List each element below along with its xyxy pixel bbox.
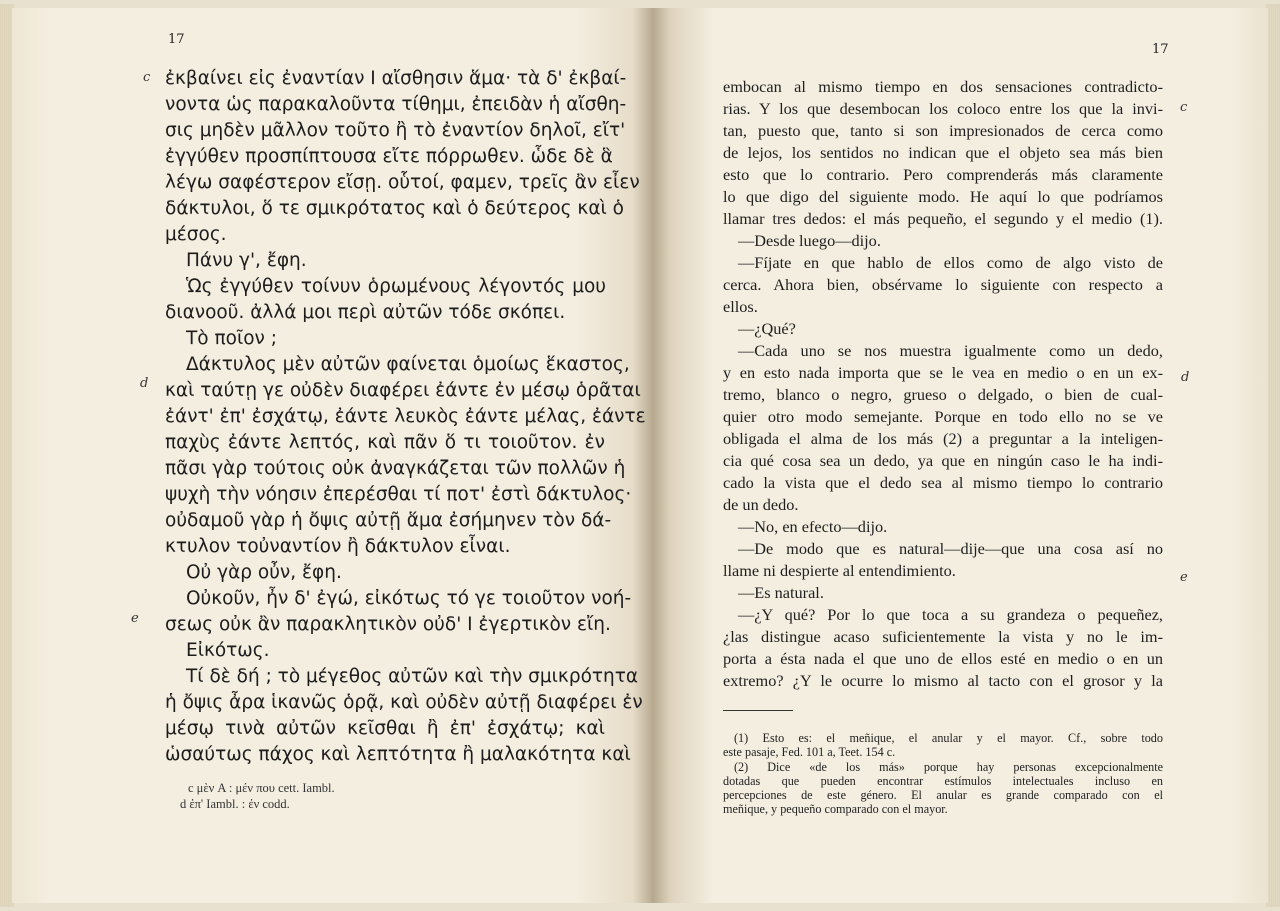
footnote-line: (2) Dice «de los más» porque hay personas excepcionalmente <box>734 760 1163 774</box>
greek-line: δάκτυλοι, ὅ τε σμικρότατος καὶ ὁ δεύτερος καὶ ὁ <box>165 198 624 219</box>
spanish-line: cerca. Ahora bien, obsérvame lo siguiente con respecto a <box>723 275 1163 294</box>
spanish-line: —Es natural. <box>738 583 824 602</box>
spanish-line: cia qué cosa sea un dedo, ya que en ningún caso le ha indi- <box>723 451 1163 470</box>
margin-letter-e-left: e <box>131 611 139 626</box>
footnote-line: (1) Esto es: el meñique, el anular y el mayor. Cf., sobre todo <box>734 731 1163 745</box>
greek-line: μέσῳ τινὰ αὐτῶν κεῖσθαι ἢ ἐπ' ἐσχάτῳ; καὶ <box>165 718 605 739</box>
footnote-line: dotadas que pueden encontrar estímulos intelectuales incluso en <box>723 774 1163 788</box>
left-page-number: 17 <box>168 32 185 47</box>
critical-apparatus-line: d ἐπ' Iambl. : ἐν codd. <box>180 797 290 811</box>
greek-line: σεως οὐκ ἂν παρακλητικὸν οὐδ' Ι ἐγερτικὸν εἴη. <box>165 614 611 635</box>
greek-line: ψυχὴ τὴν νόησιν ἐπερέσθαι τί ποτ' ἐστὶ δάκτυλος· <box>165 484 632 505</box>
greek-line: Οὐκοῦν, ἦν δ' ἐγώ, εἰκότως τό γε τοιοῦτον νοή- <box>186 588 632 609</box>
spanish-line: llame ni despierte al entendimiento. <box>723 561 956 580</box>
spanish-line: de lejos, los sentidos no indican que el objeto sea más bien <box>723 143 1163 162</box>
greek-line: ἐκβαίνει εἰς ἐναντίαν Ι αἴσθησιν ἅμα· τὰ δ' ἐκβαί- <box>165 68 627 89</box>
spanish-line: tan, puesto que, tanto si son impresionados de cerca como <box>723 121 1163 140</box>
spanish-line: quier otro modo semejante. Porque en todo ello no se ve <box>723 407 1163 426</box>
margin-letter-d-left: d <box>140 376 149 391</box>
spanish-line: de un dedo. <box>723 495 799 514</box>
greek-line: ἡ ὄψις ἆρα ἱκανῶς ὁρᾷ, καὶ οὐδὲν αὐτῇ διαφέρει ἐν <box>165 692 643 713</box>
margin-letter-c-left: c <box>143 70 151 85</box>
greek-line: νοντα ὡς παρακαλοῦντα τίθημι, ἐπειδὰν ἡ αἴσθη- <box>165 94 627 115</box>
greek-line: οὐδαμοῦ γὰρ ἡ ὄψις αὐτῇ ἅμα ἐσήμηνεν τὸν δά- <box>165 510 612 531</box>
spanish-line: —¿Qué? <box>738 319 796 338</box>
spanish-line: lo que digo del siguiente modo. He aquí lo que podríamos <box>723 187 1163 206</box>
margin-letter-d-right: d <box>1181 370 1190 385</box>
greek-line: καὶ ταύτῃ γε οὐδὲν διαφέρει ἐάντε ἐν μέσῳ ὁρᾶται <box>165 380 641 401</box>
spanish-line: obligada el alma de los más (2) a preguntar a la inteligen- <box>723 429 1163 448</box>
greek-line: διανοοῦ. ἀλλά μοι περὶ αὐτῶν τόδε σκόπει. <box>165 302 566 323</box>
greek-line: πᾶσι γὰρ τούτοις οὐκ ἀναγκάζεται τῶν πολλῶν ἡ <box>165 458 626 479</box>
spanish-line: tremo, blanco o negro, grueso o delgado, o bien de cual- <box>723 385 1163 404</box>
spanish-line: —Desde luego—dijo. <box>738 231 881 250</box>
spanish-line: porta a ésta nada el que uno de ellos esté en medio o en un <box>723 649 1163 668</box>
margin-letter-e-right: e <box>1180 570 1188 585</box>
spanish-line: —De modo que es natural—dije—que una cosa así no <box>738 539 1163 558</box>
spanish-line: extremo? ¿Y le ocurre lo mismo al tacto con el grosor y la <box>723 671 1163 690</box>
greek-line: Δάκτυλος μὲν αὐτῶν φαίνεται ὁμοίως ἕκαστος, <box>186 354 630 375</box>
greek-line: λέγω σαφέστερον εἴσῃ. οὗτοί, φαμεν, τρεῖς ἂν εἶεν <box>165 172 640 193</box>
critical-apparatus-line: c μὲν A : μέν που cett. Iambl. <box>188 781 335 795</box>
greek-line: Πάνυ γ', ἔφη. <box>186 250 307 271</box>
greek-line: σις μηδὲν μᾶλλον τοῦτο ἢ τὸ ἐναντίον δηλοῖ, εἴτ' <box>165 120 626 141</box>
greek-line: ἐγγύθεν προσπίπτουσα εἴτε πόρρωθεν. ὧδε δὲ ἃ <box>165 146 613 167</box>
greek-line: Τὸ ποῖον ; <box>186 328 277 349</box>
spanish-line: rias. Y los que desembocan los coloco entre los que la invi- <box>723 99 1163 118</box>
greek-line: Ὡς ἐγγύθεν τοίνυν ὁρωμένους λέγοντός μου <box>186 276 606 297</box>
greek-line: παχὺς ἐάντε λεπτός, καὶ πᾶν ὅ τι τοιοῦτον. ἐν <box>165 432 605 453</box>
footnote-line: meñique, y pequeño comparado con el mayor. <box>723 802 948 816</box>
right-page-number: 17 <box>1152 42 1169 57</box>
footnote-line: percepciones de este género. El anular es grande comparado con el <box>723 788 1163 802</box>
page-edges-right <box>1266 4 1280 907</box>
spanish-line: —No, en efecto—dijo. <box>738 517 888 536</box>
footnote-line: este pasaje, Fed. 101 a, Teet. 154 c. <box>723 745 896 759</box>
spanish-line: llamar tres dedos: el más pequeño, el segundo y el medio (1). <box>723 209 1163 228</box>
spanish-line: —Fíjate en que hablo de ellos como de algo visto de <box>738 253 1163 272</box>
spanish-line: ellos. <box>723 297 758 316</box>
footnote-rule <box>723 710 793 711</box>
margin-letter-c-right: c <box>1180 100 1188 115</box>
spanish-line: —¿Y qué? Por lo que toca a su grandeza o pequeñez, <box>738 605 1163 624</box>
greek-line: Οὐ γὰρ οὖν, ἔφη. <box>186 562 342 583</box>
spanish-line: ¿las distingue acaso suficientemente la vista y no le im- <box>723 627 1163 646</box>
greek-line: μέσος. <box>165 224 227 245</box>
spanish-line: cado la vista que el dedo sea al mismo tiempo lo contrario <box>723 473 1163 492</box>
greek-line: ὡσαύτως πάχος καὶ λεπτότητα ἢ μαλακότητα καὶ <box>165 744 631 765</box>
greek-line: Εἰκότως. <box>186 640 270 661</box>
greek-line: ἐάντ' ἐπ' ἐσχάτῳ, ἐάντε λευκὸς ἐάντε μέλας, ἐάντε <box>165 406 646 427</box>
spanish-line: y en esto nada importa que se le vea en medio o en un ex- <box>723 363 1163 382</box>
spanish-line: esto que lo contrario. Pero comprenderás más claramente <box>723 165 1163 184</box>
spanish-line: —Cada uno se nos muestra igualmente como un dedo, <box>738 341 1163 360</box>
greek-line: κτυλον τοὐναντίον ἢ δάκτυλον εἶναι. <box>165 536 511 557</box>
greek-line: Τί δὲ δή ; τὸ μέγεθος αὐτῶν καὶ τὴν σμικρότητα <box>186 666 639 687</box>
spanish-line: embocan al mismo tiempo en dos sensaciones contradicto- <box>723 77 1163 96</box>
